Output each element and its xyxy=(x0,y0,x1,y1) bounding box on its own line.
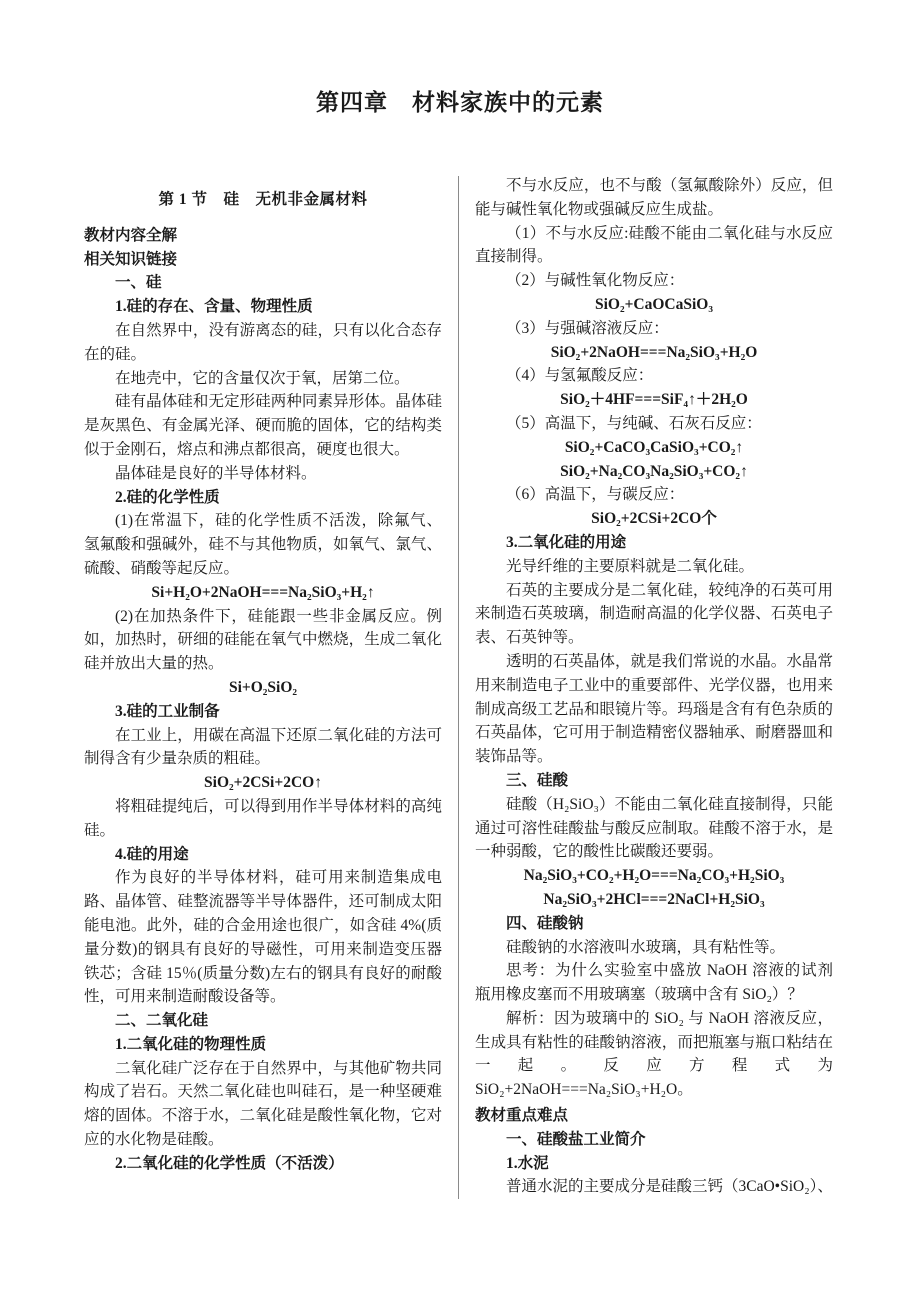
body-paragraph: 不与水反应，也不与酸（氢氟酸除外）反应，但能与碱性氧化物或强碱反应生成盐。 xyxy=(475,177,833,218)
sub-heading: 3.二氧化硅的用途 xyxy=(506,533,627,551)
body-paragraph: （5）高温下，与纯碱、石灰石反应： xyxy=(506,414,762,432)
body-paragraph: 在工业上，用碳在高温下还原二氧化硅的方法可制得含有少量杂质的粗硅。 xyxy=(84,726,442,768)
section-title: 第 1 节 硅 无机非金属材料 xyxy=(158,191,368,208)
chemical-equation: Na₂SiO₃+CO₂+H₂O===Na₂CO₃+H₂SiO₃ xyxy=(523,867,785,885)
sub-heading: 二、二氧化硅 xyxy=(115,1012,209,1030)
chapter-title: 第四章 材料家族中的元素 xyxy=(316,90,604,115)
sub-heading: 4.硅的用途 xyxy=(115,845,189,863)
chemical-equation: SiO₂+2CSi+2CO↑ xyxy=(204,774,322,792)
sub-heading: 一、硅 xyxy=(115,274,162,292)
right-column xyxy=(475,174,833,1199)
body-paragraph: 解析：因为玻璃中的 SiO₂ 与 NaOH 溶液反应，生成具有粘性的硅酸钠溶液，而把瓶塞与瓶口粘结在一起。反应方程式为 SiO₂+2NaOH===Na₂SiO₃+H₂O。 xyxy=(475,1009,833,1099)
chemical-equation: SiO₂+CaCO₃CaSiO₃+CO₂↑ xyxy=(564,438,744,456)
body-paragraph: (2)在加热条件下，硅能跟一些非金属反应。例如，加热时，研细的硅能在氧气中燃烧，生成二氧化硅并放出大量的热。 xyxy=(84,607,442,673)
body-paragraph: 作为良好的半导体材料，硅可用来制造集成电路、晶体管、硅整流器等半导体器件，还可制成太阳能电池。此外，硅的合金用途也很广，如含硅 4%(质量分数)的钢具有良好的导磁性，可用来制造变压器铁芯；含硅 15％(质量分数)左右的钢具有良好的耐酸性，可用来制造耐酸设备等。 xyxy=(84,869,442,1006)
sub-heading: 一、硅酸盐工业简介 xyxy=(506,1130,646,1148)
chemical-equation: SiO₂+2NaOH===Na₂SiO₃+H₂O xyxy=(550,343,758,361)
sub-heading: 2.二氧化硅的化学性质（不活泼） xyxy=(115,1154,344,1172)
body-paragraph: （3）与强碱溶液反应： xyxy=(506,319,669,337)
body-paragraph: (1)在常温下，硅的化学性质不活泼，除氟气、氢氟酸和强碱外，硅不与其他物质，如氧气、氯气、硫酸、硝酸等起反应。 xyxy=(84,512,442,577)
sub-heading: 2.硅的化学性质 xyxy=(115,488,220,506)
body-paragraph: （1）不与水反应:硅酸不能由二氧化硅与水反应直接制得。 xyxy=(475,224,833,266)
body-paragraph: （4）与氢氟酸反应： xyxy=(506,367,654,385)
body-paragraph: 硅有晶体硅和无定形硅两种同素异形体。晶体硅是灰黑色、有金属光泽、硬而脆的固体，它的结构类似于金刚石，熔点和沸点都很高，硬度也很大。 xyxy=(84,393,442,458)
body-paragraph: 二氧化硅广泛存在于自然界中，与其他矿物共同构成了岩石。天然二氧化硅也叫硅石，是一种坚硬难熔的固体。不溶于水，二氧化硅是酸性氧化物，它对应的水化物是硅酸。 xyxy=(84,1059,442,1149)
body-paragraph: 思考：为什么实验室中盛放 NaOH 溶液的试剂瓶用橡皮塞而不用玻璃塞（玻璃中含有 SiO₂）？ xyxy=(475,962,833,1004)
body-paragraph: 在自然界中，没有游离态的硅，只有以化合态存在的硅。 xyxy=(84,321,442,363)
body-paragraph: 硅酸钠的水溶液叫水玻璃，具有粘性等。 xyxy=(506,938,786,956)
sub-heading: 1.硅的存在、含量、物理性质 xyxy=(115,298,313,316)
body-paragraph: 透明的石英晶体，就是我们常说的水晶。水晶常用来制造电子工业中的重要部件、光学仪器，也用来制成高级工艺品和眼镜片等。玛瑙是含有有色杂质的石英晶体，它可用于制造精密仪器轴承、耐磨器皿和装饰品等。 xyxy=(475,652,833,766)
chemical-equation: Si+O₂SiO₂ xyxy=(228,678,298,696)
two-column-layout xyxy=(84,174,836,1199)
major-heading: 教材内容全解 xyxy=(84,226,178,244)
body-paragraph: 在地壳中，它的含量仅次于氧，居第二位。 xyxy=(115,369,410,387)
left-column xyxy=(84,174,442,1199)
sub-heading: 1.二氧化硅的物理性质 xyxy=(115,1035,267,1053)
chemical-equation: Na₂SiO₃+2HCl===2NaCl+H₂SiO₃ xyxy=(543,890,765,908)
sub-heading: 三、硅酸 xyxy=(506,771,569,789)
chemical-equation: SiO₂+CaOCaSiO₃ xyxy=(594,295,714,313)
chemical-equation: SiO₂+2CSi+2CO个 xyxy=(591,510,717,528)
body-paragraph: 石英的主要成分是二氧化硅，较纯净的石英可用来制造石英玻璃，制造耐高温的化学仪器、石英电子表、石英钟等。 xyxy=(475,581,833,647)
major-heading: 教材重点难点 xyxy=(475,1107,569,1125)
sub-heading: 相关知识链接 xyxy=(84,250,178,268)
chemical-equation: Si+H₂O+2NaOH===Na₂SiO₃+H₂↑ xyxy=(151,583,375,601)
body-paragraph: 将粗硅提纯后，可以得到用作半导体材料的高纯硅。 xyxy=(84,797,442,839)
chemical-equation: SiO₂＋4HF===SiF₄↑＋2H₂O xyxy=(560,391,748,409)
sub-heading: 四、硅酸钠 xyxy=(506,914,584,932)
sub-heading: 3.硅的工业制备 xyxy=(115,702,220,720)
body-paragraph: 光导纤维的主要原料就是二氧化硅。 xyxy=(506,557,755,575)
sub-heading: 1.水泥 xyxy=(506,1154,549,1172)
body-paragraph: 普通水泥的主要成分是硅酸三钙（3CaO•SiO₂）、 xyxy=(506,1178,833,1196)
body-paragraph: 晶体硅是良好的半导体材料。 xyxy=(115,464,317,482)
body-paragraph: 硅酸（H₂SiO₃）不能由二氧化硅直接制得，只能通过可溶性硅酸盐与酸反应制取。硅酸不溶于水，是一种弱酸，它的酸性比碳酸还要弱。 xyxy=(475,795,833,861)
body-paragraph: （2）与碱性氧化物反应： xyxy=(506,272,685,290)
chemical-equation: SiO₂+Na₂CO₃Na₂SiO₃+CO₂↑ xyxy=(560,462,748,480)
body-paragraph: （6）高温下，与碳反应： xyxy=(506,486,685,504)
column-divider xyxy=(458,176,459,1199)
